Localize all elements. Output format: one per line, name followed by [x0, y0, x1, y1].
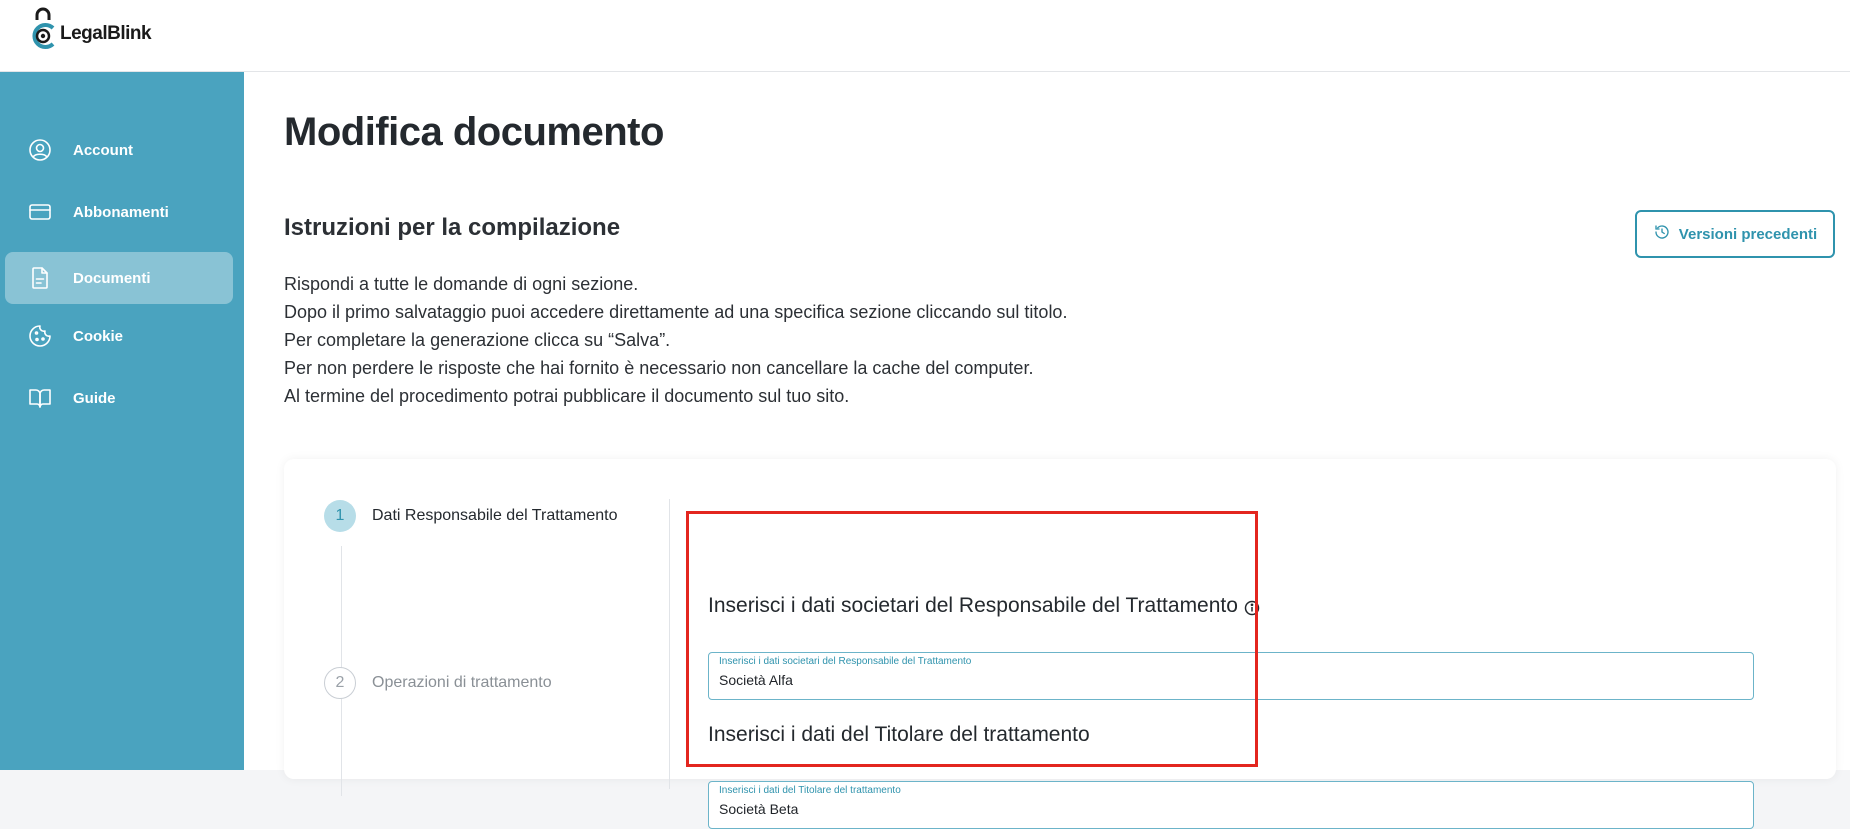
- step-label: Operazioni di trattamento: [372, 674, 552, 691]
- sidebar-item-label: Cookie: [73, 327, 124, 345]
- book-icon: [27, 385, 53, 411]
- brand-name: LegalBlink: [60, 23, 152, 44]
- sidebar-item-label: Documenti: [73, 269, 151, 287]
- info-icon[interactable]: [1244, 598, 1260, 614]
- step-2[interactable]: [324, 667, 552, 699]
- step-1[interactable]: [324, 500, 617, 532]
- steps-divider: [669, 499, 670, 789]
- question-title: [708, 594, 1260, 618]
- sidebar: [0, 72, 244, 770]
- instruction-line: Per non perdere le risposte che hai fornito è necessario non cancellare la cache del computer.: [284, 358, 1034, 378]
- titolare-input[interactable]: [719, 801, 1739, 817]
- sidebar-item-abbonamenti[interactable]: [5, 186, 233, 238]
- field-label: Inserisci i dati societari del Responsabile del Trattamento: [719, 656, 972, 667]
- sidebar-item-guide[interactable]: [5, 372, 233, 424]
- previous-versions-label: Versioni precedenti: [1678, 225, 1818, 243]
- instruction-line: Per completare la generazione clicca su “Salva”.: [284, 330, 671, 350]
- cookie-icon: [27, 323, 53, 349]
- page-title: Modifica documento: [284, 110, 664, 154]
- step-label: Dati Responsabile del Trattamento: [372, 507, 618, 524]
- instruction-line: Rispondi a tutte le domande di ogni sezione.: [284, 274, 639, 294]
- field-label: Inserisci i dati del Titolare del trattamento: [719, 785, 901, 796]
- instruction-line: Dopo il primo salvataggio puoi accedere direttamente ad una specifica sezione cliccando sul titolo.: [284, 302, 1068, 322]
- question-title-text: Inserisci i dati societari del Responsabile del Trattamento: [708, 594, 1238, 617]
- history-icon: [1653, 223, 1679, 245]
- step-number: 2: [324, 667, 356, 699]
- sidebar-item-account[interactable]: [5, 124, 233, 176]
- form-card: [284, 459, 1836, 796]
- sidebar-item-cookie[interactable]: [5, 310, 233, 362]
- sidebar-item-documenti[interactable]: [5, 252, 233, 304]
- previous-versions-button[interactable]: [1635, 210, 1835, 258]
- credit-card-icon: [27, 199, 53, 225]
- sidebar-item-label: Account: [73, 141, 133, 159]
- instruction-line: Al termine del procedimento potrai pubblicare il documento sul tuo sito.: [284, 386, 850, 406]
- top-bar: [0, 0, 1850, 72]
- step-number: 1: [324, 500, 356, 532]
- titolare-field[interactable]: [708, 781, 1754, 829]
- responsabile-field[interactable]: [708, 652, 1754, 700]
- brand-logo[interactable]: [28, 8, 151, 54]
- main-content: [244, 72, 1850, 796]
- sidebar-item-label: Guide: [73, 389, 116, 407]
- instructions: [284, 270, 1067, 410]
- sidebar-item-label: Abbonamenti: [73, 203, 169, 221]
- user-circle-icon: [27, 137, 53, 163]
- responsabile-input[interactable]: [719, 672, 1739, 688]
- padlock-logo-icon: [28, 6, 58, 57]
- question-title: [708, 723, 1090, 747]
- question-title-text: Inserisci i dati del Titolare del trattamento: [708, 723, 1090, 746]
- document-icon: [27, 265, 53, 291]
- section-title: Istruzioni per la compilazione: [284, 214, 621, 241]
